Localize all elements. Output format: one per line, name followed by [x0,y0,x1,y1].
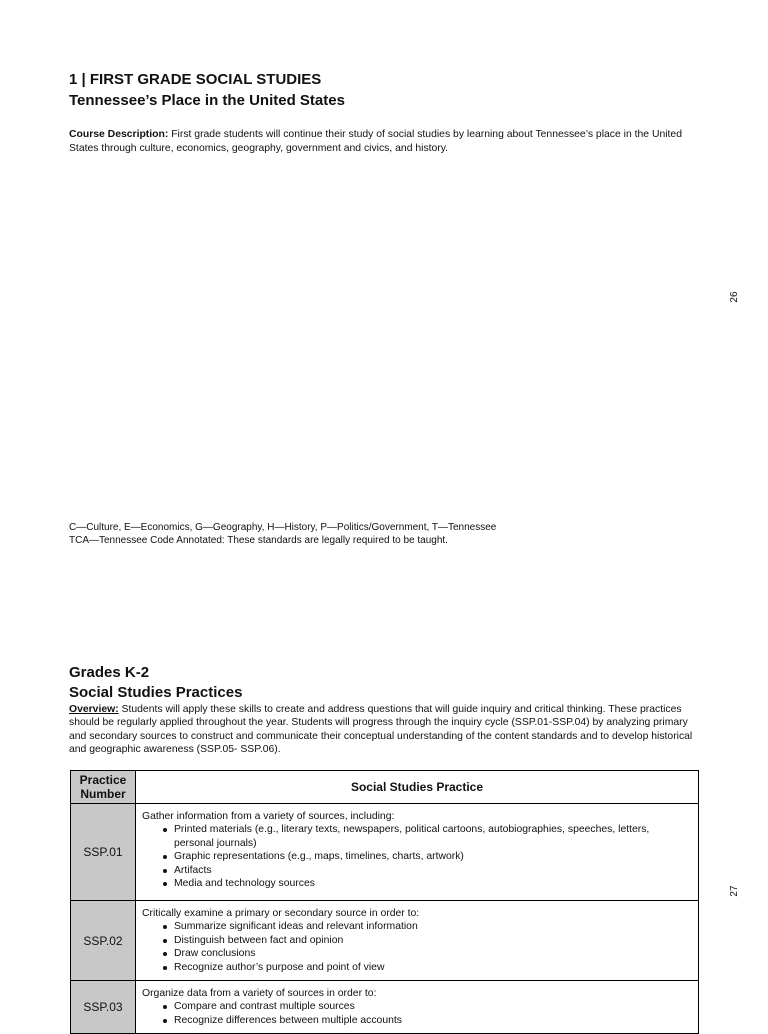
legend-line-tca: TCA—Tennessee Code Annotated: These standards are legally required to be taught. [69,535,448,546]
overview-text: Students will apply these skills to create and address questions that will guide inquiry and critical thinking. These practices should be regularly applied throughout the year. Students will progress through the inquiry cycle (SSP.01-SSP.04) by analyzing primary and secondary sources to construct and communicate their conceptual understanding of the content standards and to develop historical and geographic awareness (SSP.05- SSP.06). [69,704,693,756]
practice-code: SSP.02 [71,901,136,981]
practices-table [70,770,699,1034]
list-item: Recognize differences between multiple accounts [174,1014,692,1027]
list-item: Recognize author’s purpose and point of view [174,961,692,974]
practice-list [142,1000,692,1027]
practice-description [136,901,699,981]
practice-code: SSP.01 [71,804,136,901]
list-item: Distinguish between fact and opinion [174,934,692,947]
table-row [71,804,699,901]
practice-list [142,920,692,974]
practice-intro: Gather information from a variety of sources, including: [142,811,395,822]
overview-label: Overview: [69,704,119,715]
table-row [71,901,699,981]
header-social-studies-practice: Social Studies Practice [136,771,699,804]
list-item: Compare and contrast multiple sources [174,1000,692,1013]
page-subtitle: Tennessee’s Place in the United States [69,92,345,109]
practice-list [142,823,692,890]
page-title: 1 | FIRST GRADE SOCIAL STUDIES [69,71,322,88]
list-item: Graphic representations (e.g., maps, timelines, charts, artwork) [174,850,692,863]
legend-line-strands: C—Culture, E—Economics, G—Geography, H—History, P—Politics/Government, T—Tennessee [69,522,497,533]
header-practice-number: Practice Number [71,771,136,804]
course-description-label: Course Description: [69,129,169,140]
section-subtitle: Social Studies Practices [69,684,243,701]
list-item: Printed materials (e.g., literary texts, newspapers, political cartoons, autobiographies, speeches, letters, personal journals) [174,823,692,850]
course-description-text: First grade students will continue their study of social studies by learning about Tennessee’s place in the United States through culture, economics, geography, government and civics, and history. [69,129,682,154]
page-number: 26 [729,291,740,303]
table-header-row [71,771,699,804]
practice-intro: Organize data from a variety of sources in order to: [142,988,377,1000]
practice-intro: Critically examine a primary or secondary source in order to: [142,908,420,919]
page-number: 27 [729,885,740,897]
practice-description [136,804,699,901]
practice-description [136,981,699,1034]
list-item: Draw conclusions [174,947,692,960]
table-row [71,981,699,1034]
section-title: Grades K-2 [69,664,150,681]
overview-paragraph [69,703,701,757]
list-item: Summarize significant ideas and relevant information [174,920,692,933]
list-item: Artifacts [174,864,692,877]
list-item: Media and technology sources [174,877,692,890]
course-description [69,128,709,156]
practice-code: SSP.03 [71,981,136,1034]
